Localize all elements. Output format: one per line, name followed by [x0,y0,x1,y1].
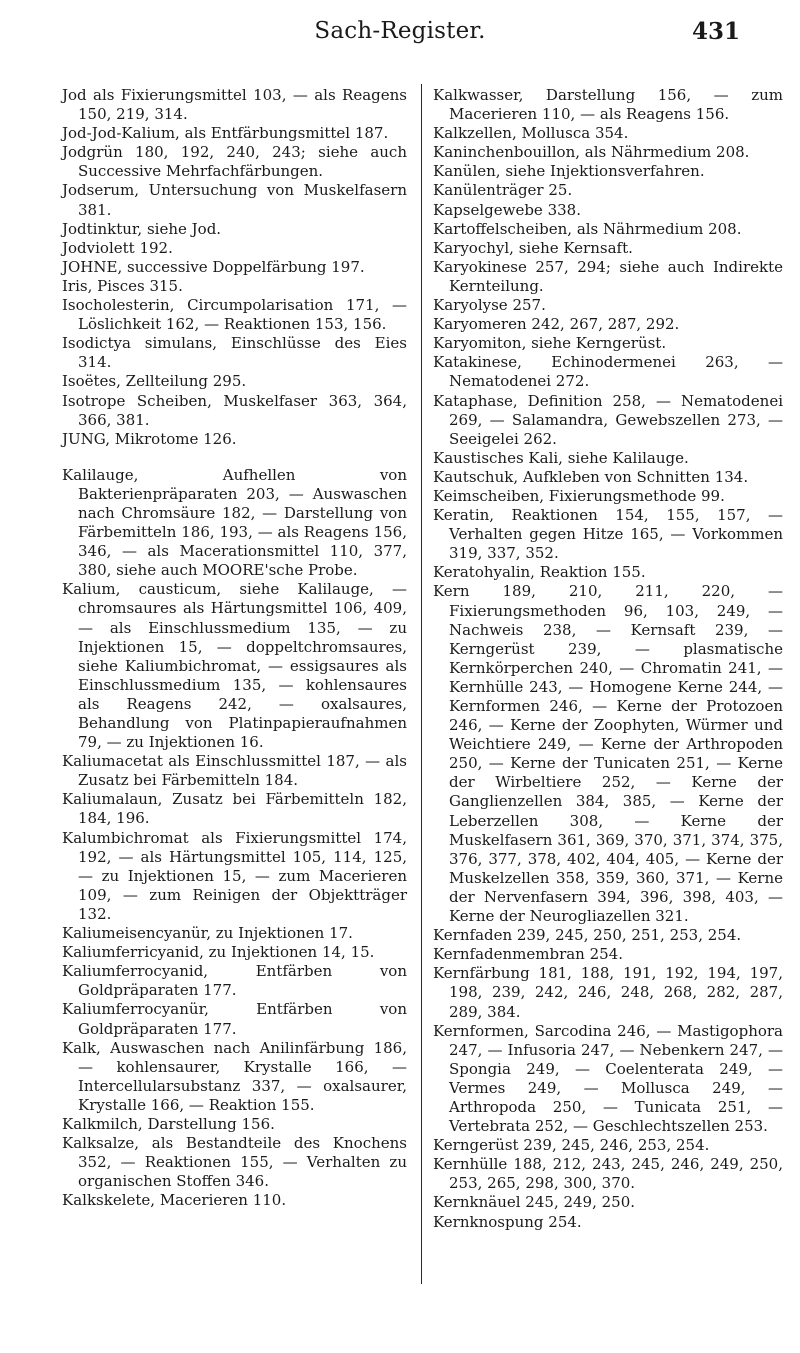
index-column-right [433,86,783,1232]
index-entry: Kernformen, Sarcodina 246, — Mastigophora 247, — Infusoria 247, — Nebenkern 247, — Spongia 249, — Coelenterata 249, — Vermes 249, — Mollusca 249, — Arthropoda 250, — Tunicata 251, — Vertebrata 252, — Geschlechtszellen 253. [433,1021,783,1136]
index-entry: Karyolyse 257. [433,296,546,315]
index-entry: Kataphase, Definition 258, — Nematodenei 269, — Salamandra, Gewebszellen 273, — Seeigelei 262. [433,391,783,448]
index-entry: Isodictya simulans, Einschlüsse des Eies 314. [62,334,407,372]
index-entry: Kalkskelete, Macerieren 110. [62,1191,287,1210]
index-entry: Jodtinktur, siehe Jod. [62,219,222,238]
index-entry: Kalilauge, Aufhellen von Bakterienpräparaten 203, — Auswaschen nach Chromsäure 182, — Darstellung von Färbemitteln 186, 193, — als Reagens 156, 346, — als Macerationsmittel 110, 377, 380, siehe auch MOORE'sche Probe. [62,465,407,580]
index-entry: Kautschuk, Aufkleben von Schnitten 134. [433,467,749,486]
index-entry: Isotrope Scheiben, Muskelfaser 363, 364, 366, 381. [62,391,407,429]
index-entry: Kapselgewebe 338. [433,200,581,219]
index-entry: Jod-Jod-Kalium, als Entfärbungsmittel 187. [62,124,389,143]
index-entry: Kaliumferricyanid, zu Injektionen 14, 15. [62,943,375,962]
index-entry: Kaninchenbouillon, als Nährmedium 208. [433,143,750,162]
index-column-left [62,86,407,1210]
index-entry: Kalkwasser, Darstellung 156, — zum Macerieren 110, — als Reagens 156. [433,86,783,124]
index-entry: Isoëtes, Zellteilung 295. [62,372,247,391]
index-entry: JUNG, Mikrotome 126. [62,429,237,448]
index-entry: Kaustisches Kali, siehe Kalilauge. [433,448,689,467]
index-entry: JOHNE, successive Doppelfärbung 197. [62,257,365,276]
index-entry: Kernhülle 188, 212, 243, 245, 246, 249, 250, 253, 265, 298, 300, 370. [433,1155,783,1193]
index-entry: Jodgrün 180, 192, 240, 243; siehe auch Successive Mehrfachfärbungen. [62,143,407,181]
index-entry: Kalkmilch, Darstellung 156. [62,1114,275,1133]
index-entry: Iris, Pisces 315. [62,276,183,295]
index-entry: Keimscheiben, Fixierungsmethode 99. [433,486,725,505]
index-entry: Keratin, Reaktionen 154, 155, 157, — Verhalten gegen Hitze 165, — Vorkommen 319, 337, 352. [433,506,783,563]
index-entry: Kernknospung 254. [433,1212,582,1231]
index-entry: Kalium, causticum, siehe Kalilauge, — chromsaures als Härtungsmittel 106, 409, — als Einschlussmedium 135, — zu Injektionen 15, — doppeltchromsaures, siehe Kaliumbichromat, — essigsaures als Einschlussmedium 135, — kohlensaures als Reagens 242, — oxalsaures, Behandlung von Platinpapieraufnahmen 79, — zu Injektionen 16. [62,580,407,752]
index-entry: Kernknäuel 245, 249, 250. [433,1193,636,1212]
index-entry: Keratohyalin, Reaktion 155. [433,563,646,582]
index-entry: Karyomiton, siehe Kerngerüst. [433,334,667,353]
index-entry: Kartoffelscheiben, als Nährmedium 208. [433,219,742,238]
index-entry: Kernfadenmembran 254. [433,945,624,964]
column-divider [421,84,422,1284]
index-entry: Katakinese, Echinodermenei 263, — Nematodenei 272. [433,353,783,391]
index-entry: Karyomeren 242, 267, 287, 292. [433,315,680,334]
index-entry: Isocholesterin, Circumpolarisation 171, — Löslichkeit 162, — Reaktionen 153, 156. [62,296,407,334]
index-entry: Kernfaden 239, 245, 250, 251, 253, 254. [433,926,742,945]
index-entry: Kalkzellen, Mollusca 354. [433,124,629,143]
index-entry: Kaliumferrocyanid, Entfärben von Goldpräparaten 177. [62,962,407,1000]
index-entry: Kanülen, siehe Injektionsverfahren. [433,162,705,181]
index-entry: Kalksalze, als Bestandteile des Knochens 352, — Reaktionen 155, — Verhalten zu organischen Stoffen 346. [62,1134,407,1191]
index-entry: Jod als Fixierungsmittel 103, — als Reagens 150, 219, 314. [62,86,407,124]
index-entry: Kernfärbung 181, 188, 191, 192, 194, 197, 198, 239, 242, 246, 248, 268, 282, 287, 289, 384. [433,964,783,1021]
index-entry: Jodviolett 192. [62,238,173,257]
index-entry: Kaliumeisencyanür, zu Injektionen 17. [62,924,353,943]
index-entry: Kerngerüst 239, 245, 246, 253, 254. [433,1136,710,1155]
index-entry: Kalk, Auswaschen nach Anilinfärbung 186, — kohlensaurer, Krystalle 166, — Intercellularsubstanz 337, — oxalsaurer, Krystalle 166, — Reaktion 155. [62,1038,407,1114]
index-entry: Kanülenträger 25. [433,181,573,200]
page-number: 431 [691,18,740,45]
index-entry: Kaliumalaun, Zusatz bei Färbemitteln 182, 184, 196. [62,790,407,828]
index-entry: Kaliumferrocyanür, Entfärben von Goldpräparaten 177. [62,1000,407,1038]
page-header [0,14,800,54]
index-entry: Kern 189, 210, 211, 220, — Fixierungsmethoden 96, 103, 249, — Nachweis 238, — Kernsaft 239, — Kerngerüst 239, — plasmatische Kernkörperchen 240, — Chromatin 241, — Kernhülle 243, — Homogene Kerne 244, — Kernformen 246, — Kerne der Protozoen 246, — Kerne der Zoophyten, Würmer und Weichtiere 249, — Kerne der Arthropoden 250, — Kerne der Tunicaten 251, — Kerne der Wirbeltiere 252, — Kerne der Ganglienzellen 384, 385, — Kerne der Leberzellen 308, — Kerne der Muskelfasern 361, 369, 370, 371, 374, 375, 376, 377, 378, 402, 404, 405, — Kerne der Muskelzellen 358, 359, 360, 371, — Kerne der Nervenfasern 394, 396, 398, 403, — Kerne der Neurogliazellen 321. [433,582,783,926]
index-entry: Karyokinese 257, 294; siehe auch Indirekte Kernteilung. [433,257,783,295]
index-entry: Karyochyl, siehe Kernsaft. [433,238,633,257]
index-entry: Jodserum, Untersuchung von Muskelfasern 381. [62,181,407,219]
index-entry: Kalumbichromat als Fixierungsmittel 174, 192, — als Härtungsmittel 105, 114, 125, — zu Injektionen 15, — zum Macerieren 109, — zum Reinigen der Objektträger 132. [62,828,407,923]
page-title: Sach-Register. [314,18,486,44]
index-entry: Kaliumacetat als Einschlussmittel 187, — als Zusatz bei Färbemitteln 184. [62,752,407,790]
